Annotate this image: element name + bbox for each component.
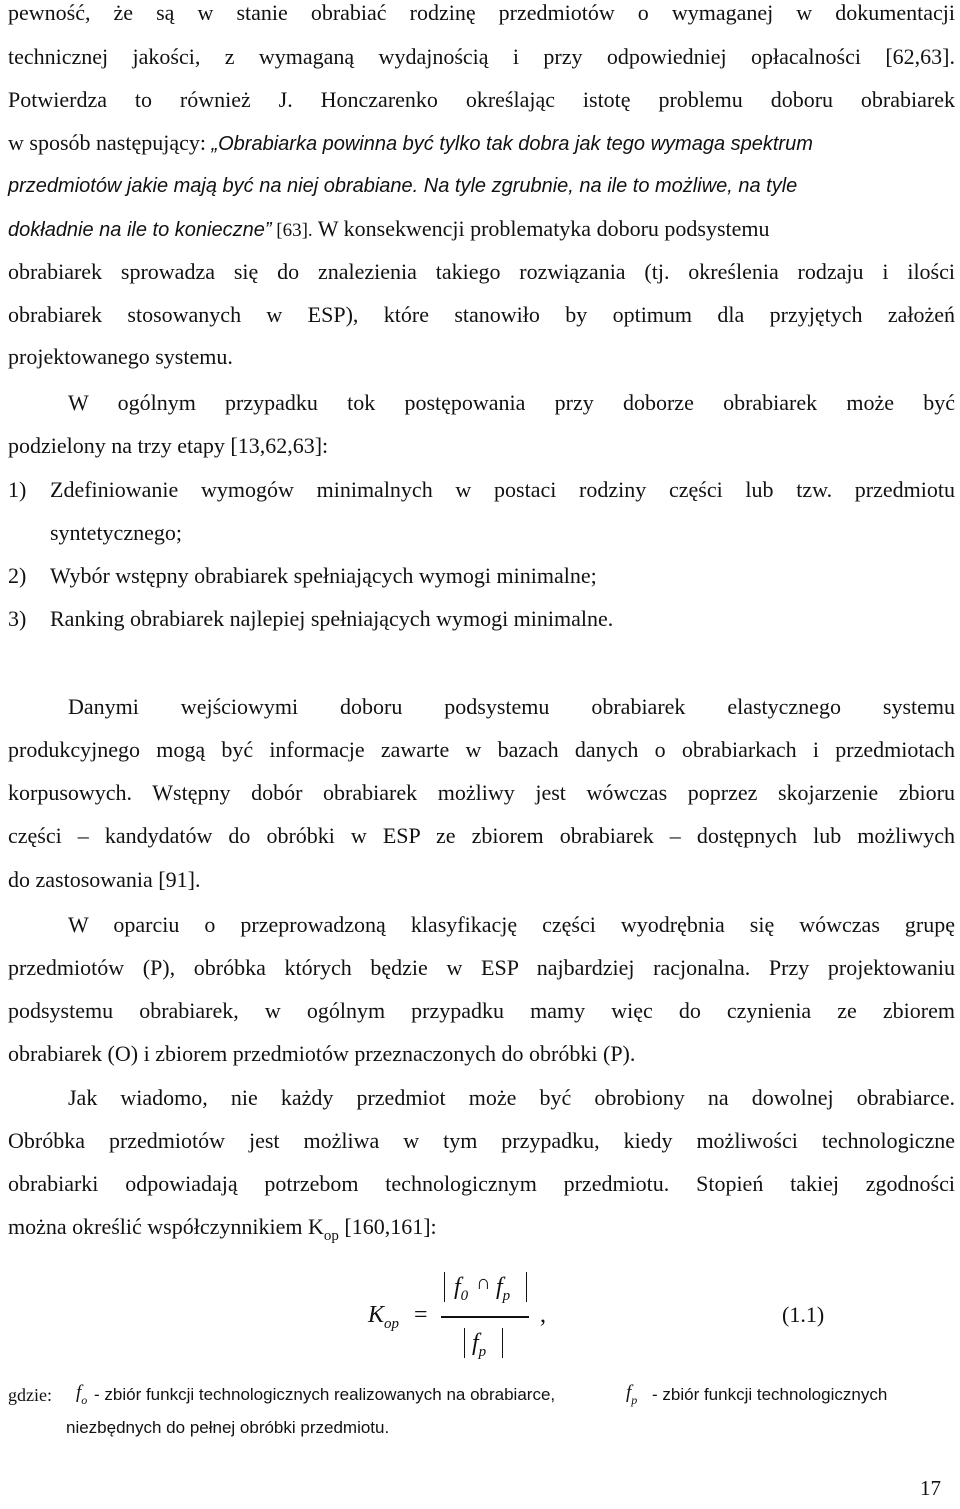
citation: [63].	[271, 220, 313, 241]
fraction-line	[441, 1316, 529, 1318]
eq-den-f	[472, 1330, 486, 1361]
eq-f: f	[454, 1274, 461, 1300]
text-span: [160,161]:	[338, 1214, 437, 1239]
text-line: przedmiotów (P), obróbka których będzie w ESP najbardziej racjonalna. Przy projektowaniu	[8, 955, 955, 980]
text-span: można określić współczynnikiem K	[8, 1214, 324, 1239]
footnote-text: niezbędnych do pełnej obróbki przedmiotu.	[66, 1418, 390, 1437]
subscript: op	[323, 1228, 339, 1244]
intersection-symbol: ∩	[476, 1272, 491, 1294]
eq-f: f	[496, 1274, 503, 1300]
text-line	[8, 1212, 955, 1251]
page-number: 17	[920, 1476, 941, 1500]
eq-sub: o	[81, 1393, 88, 1407]
text-line: W ogólnym przypadku tok postępowania przy doborze obrabiarek może być	[68, 390, 955, 415]
text-line: produkcyjnego mogą być informacje zawarte w bazach danych o obrabiarkach i przedmiotach	[8, 737, 955, 762]
equation-number: (1.1)	[782, 1302, 825, 1327]
eq-f: f	[626, 1382, 632, 1403]
footnote-fo	[76, 1381, 87, 1412]
list-item: Zdefiniowanie wymogów minimalnych w postaci rodziny części lub tzw. przedmiotu	[50, 477, 955, 502]
text-line: podzielony na trzy etapy [13,62,63]:	[8, 433, 329, 458]
text-line: Obróbka przedmiotów jest możliwa w tym przypadku, kiedy możliwości technologiczne	[8, 1128, 955, 1153]
text-line: obrabiarek (O) i zbiorem przedmiotów przeznaczonych do obróbki (P).	[8, 1041, 636, 1066]
eq-equals: =	[414, 1302, 428, 1328]
list-item-cont: syntetycznego;	[50, 520, 182, 545]
cardinality-bar	[464, 1328, 465, 1358]
list-number: 2)	[8, 563, 27, 588]
footnote-text: - zbiór funkcji technologicznych	[652, 1385, 888, 1404]
eq-sub: p	[631, 1393, 638, 1407]
eq-k: K	[368, 1302, 385, 1328]
eq-f: f	[76, 1382, 82, 1403]
footnote-gdzie: gdzie:	[8, 1385, 52, 1405]
cardinality-bar	[526, 1272, 527, 1302]
quote-text: dokładnie na ile to konieczne”	[8, 219, 272, 241]
text-line: obrabiarki odpowiadają potrzebom technologicznym przedmiotu. Stopień takiej zgodności	[8, 1171, 955, 1196]
eq-f: f	[472, 1330, 479, 1356]
text-line: obrabiarek stosowanych w ESP), które stanowiło by optimum dla przyjętych założeń	[8, 302, 955, 327]
cardinality-bar	[502, 1328, 503, 1358]
eq-lhs-sub: op	[384, 1316, 400, 1332]
list-number: 1)	[8, 477, 27, 502]
quote-text: „Obrabiarka powinna być tylko tak dobra jak tego wymaga spektrum	[211, 133, 813, 155]
eq-num-f2	[496, 1274, 510, 1305]
text-line: W oparciu o przeprowadzoną klasyfikację części wyodrębnia się wówczas grupę	[68, 912, 955, 937]
eq-sub: p	[502, 1288, 511, 1304]
eq-lhs	[368, 1302, 399, 1333]
text-line: pewność, że są w stanie obrabiać rodzinę przedmiotów o wymaganej w dokumentacji	[8, 0, 955, 25]
footnote-fp	[626, 1381, 637, 1412]
cardinality-bar	[444, 1272, 445, 1302]
list-item: Wybór wstępny obrabiarek spełniających wymogi minimalne;	[50, 563, 597, 588]
text-line: korpusowych. Wstępny dobór obrabiarek możliwy jest wówczas poprzez skojarzenie zbioru	[8, 780, 955, 805]
quote-line: przedmiotów jakie mają być na niej obrabiane. Na tyle zgrubnie, na ile to możliwe, na tyle	[8, 175, 798, 197]
text-line: Danymi wejściowymi doboru podsystemu obrabiarek elastycznego systemu	[68, 694, 955, 719]
text-line: obrabiarek sprowadza się do znalezienia takiego rozwiązania (tj. określenia rodzaju i ilości	[8, 259, 955, 284]
text-line: części – kandydatów do obróbki w ESP ze zbiorem obrabiarek – dostępnych lub możliwych	[8, 823, 955, 848]
text-line: Potwierdza to również J. Honczarenko określając istotę problemu doboru obrabiarek	[8, 87, 955, 112]
text-line: Jak wiadomo, nie każdy przedmiot może być obrobiony na dowolnej obrabiarce.	[68, 1085, 955, 1110]
footnote-text: - zbiór funkcji technologicznych realizowanych na obrabiarce,	[94, 1385, 556, 1404]
text-line: projektowanego systemu.	[8, 344, 233, 369]
text-line	[8, 128, 955, 159]
text-span: W konsekwencji problematyka doboru podsystemu	[312, 216, 770, 241]
text-span: w sposób następujący:	[8, 130, 212, 155]
list-item: Ranking obrabiarek najlepiej spełniających wymogi minimalne.	[50, 606, 614, 631]
text-line	[8, 214, 955, 246]
list-number: 3)	[8, 606, 27, 631]
text-line: technicznej jakości, z wymaganą wydajnością i przy odpowiedniej opłacalności [62,63].	[8, 44, 955, 69]
eq-sub: 0	[460, 1288, 469, 1304]
eq-comma: ,	[540, 1302, 546, 1328]
text-line: do zastosowania [91].	[8, 867, 201, 892]
text-line: podsystemu obrabiarek, w ogólnym przypadku mamy więc do czynienia ze zbiorem	[8, 998, 955, 1023]
eq-num-f1	[454, 1274, 468, 1305]
eq-sub: p	[478, 1344, 487, 1360]
